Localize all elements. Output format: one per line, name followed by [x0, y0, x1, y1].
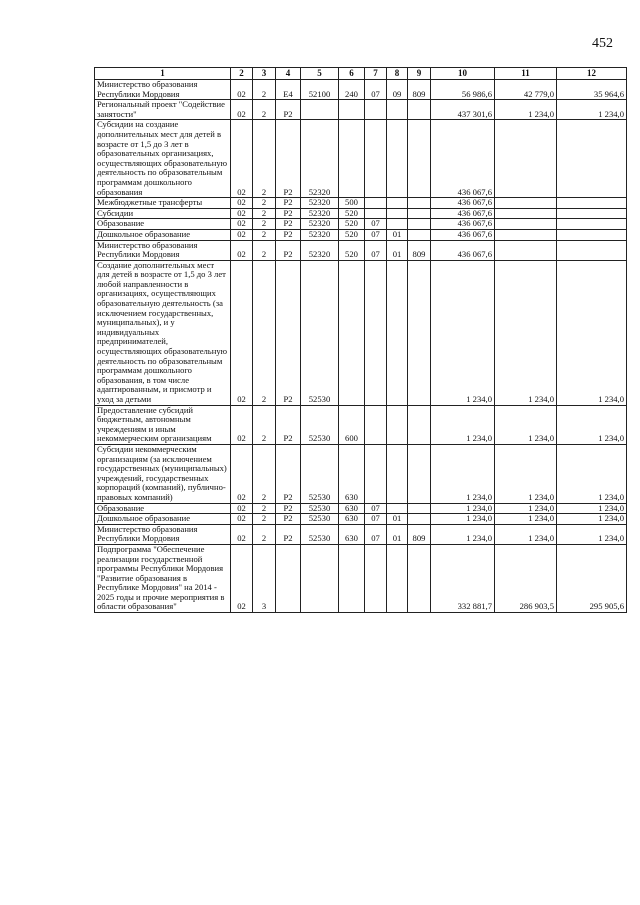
code-cell	[408, 444, 431, 503]
code-cell: 520	[339, 219, 365, 230]
amount-cell: 436 067,6	[431, 208, 495, 219]
code-cell: 07	[365, 240, 387, 260]
amount-cell: 1 234,0	[431, 405, 495, 444]
row-name-cell: Министерство образования Республики Мордовия	[95, 240, 231, 260]
code-cell	[365, 260, 387, 405]
code-cell: 2	[253, 240, 276, 260]
code-cell	[408, 120, 431, 198]
amount-cell: 295 905,6	[557, 544, 627, 612]
code-cell: 02	[231, 514, 253, 525]
code-cell: P2	[276, 524, 301, 544]
code-cell: 2	[253, 405, 276, 444]
row-name-cell: Предоставление субсидий бюджетным, автономным учреждениям и иным некоммерческим организациям	[95, 405, 231, 444]
row-name-cell: Межбюджетные трансферты	[95, 198, 231, 209]
code-cell: 02	[231, 405, 253, 444]
code-cell: P2	[276, 100, 301, 120]
code-cell	[387, 219, 408, 230]
code-cell: E4	[276, 80, 301, 100]
amount-cell: 1 234,0	[495, 514, 557, 525]
table-row	[95, 120, 627, 198]
code-cell: 500	[339, 198, 365, 209]
code-cell: 52320	[301, 229, 339, 240]
row-name-cell: Субсидии на создание дополнительных мест для детей в возрасте от 1,5 до 3 лет в образовательных организациях, осуществляющих образовательную деятельность по образовательным программам дошкольного образования	[95, 120, 231, 198]
code-cell: 01	[387, 514, 408, 525]
code-cell: 02	[231, 503, 253, 514]
code-cell: P2	[276, 503, 301, 514]
amount-cell	[495, 240, 557, 260]
code-cell: 240	[339, 80, 365, 100]
code-cell: 52320	[301, 198, 339, 209]
code-cell: 630	[339, 503, 365, 514]
code-cell: 809	[408, 80, 431, 100]
amount-cell	[495, 198, 557, 209]
code-cell: 52530	[301, 503, 339, 514]
amount-cell: 1 234,0	[431, 260, 495, 405]
row-name-cell: Образование	[95, 503, 231, 514]
code-cell	[387, 208, 408, 219]
row-name-cell: Дошкольное образование	[95, 514, 231, 525]
code-cell: 2	[253, 503, 276, 514]
amount-cell	[557, 208, 627, 219]
column-header: 2	[231, 68, 253, 80]
column-header: 12	[557, 68, 627, 80]
code-cell: 520	[339, 229, 365, 240]
amount-cell: 56 986,6	[431, 80, 495, 100]
amount-cell: 1 234,0	[431, 514, 495, 525]
code-cell: 02	[231, 80, 253, 100]
code-cell: 02	[231, 120, 253, 198]
table-row	[95, 544, 627, 612]
code-cell: 630	[339, 524, 365, 544]
amount-cell: 1 234,0	[431, 503, 495, 514]
code-cell: 52320	[301, 219, 339, 230]
code-cell: P2	[276, 219, 301, 230]
amount-cell: 437 301,6	[431, 100, 495, 120]
code-cell: 02	[231, 100, 253, 120]
code-cell	[365, 208, 387, 219]
code-cell	[408, 405, 431, 444]
amount-cell	[557, 229, 627, 240]
table-row	[95, 100, 627, 120]
code-cell: 52320	[301, 208, 339, 219]
code-cell	[408, 544, 431, 612]
amount-cell: 1 234,0	[557, 405, 627, 444]
column-header: 5	[301, 68, 339, 80]
amount-cell: 436 067,6	[431, 219, 495, 230]
code-cell: 2	[253, 514, 276, 525]
code-cell: 2	[253, 80, 276, 100]
code-cell: 52530	[301, 260, 339, 405]
amount-cell: 1 234,0	[495, 405, 557, 444]
code-cell	[387, 503, 408, 514]
row-name-cell: Дошкольное образование	[95, 229, 231, 240]
column-header: 1	[95, 68, 231, 80]
table-row	[95, 208, 627, 219]
code-cell: 02	[231, 219, 253, 230]
code-cell	[276, 544, 301, 612]
code-cell: 07	[365, 80, 387, 100]
row-name-cell: Подпрограмма "Обеспечение реализации государственной программы Республики Мордовия "Развитие образования в Республике Мордовия" на 2014 - 2025 годы и прочие мероприятия в области образования"	[95, 544, 231, 612]
code-cell	[339, 120, 365, 198]
code-cell	[301, 100, 339, 120]
amount-cell	[495, 219, 557, 230]
code-cell	[339, 260, 365, 405]
code-cell: 52530	[301, 524, 339, 544]
amount-cell: 1 234,0	[495, 100, 557, 120]
table-row	[95, 229, 627, 240]
code-cell	[387, 405, 408, 444]
code-cell: 809	[408, 524, 431, 544]
code-cell: 01	[387, 229, 408, 240]
row-name-cell: Образование	[95, 219, 231, 230]
amount-cell	[557, 219, 627, 230]
page-number: 452	[592, 36, 613, 51]
amount-cell	[557, 240, 627, 260]
column-header: 6	[339, 68, 365, 80]
table-row	[95, 524, 627, 544]
code-cell: P2	[276, 229, 301, 240]
code-cell	[339, 544, 365, 612]
amount-cell: 1 234,0	[557, 100, 627, 120]
code-cell	[387, 444, 408, 503]
code-cell: 3	[253, 544, 276, 612]
code-cell: 520	[339, 240, 365, 260]
code-cell: 630	[339, 444, 365, 503]
column-header: 3	[253, 68, 276, 80]
code-cell	[301, 544, 339, 612]
code-cell: 809	[408, 240, 431, 260]
code-cell: 2	[253, 208, 276, 219]
amount-cell: 436 067,6	[431, 198, 495, 209]
code-cell	[408, 219, 431, 230]
code-cell: P2	[276, 514, 301, 525]
amount-cell	[495, 208, 557, 219]
amount-cell: 1 234,0	[495, 444, 557, 503]
code-cell: 2	[253, 100, 276, 120]
amount-cell: 1 234,0	[495, 503, 557, 514]
code-cell: 2	[253, 219, 276, 230]
code-cell: 07	[365, 524, 387, 544]
amount-cell: 35 964,6	[557, 80, 627, 100]
table-row	[95, 444, 627, 503]
table-row	[95, 405, 627, 444]
code-cell	[387, 544, 408, 612]
code-cell	[339, 100, 365, 120]
row-name-cell: Субсидии	[95, 208, 231, 219]
column-header: 8	[387, 68, 408, 80]
budget-table	[94, 67, 627, 613]
code-cell: P2	[276, 260, 301, 405]
code-cell	[408, 100, 431, 120]
amount-cell: 1 234,0	[557, 503, 627, 514]
table-row	[95, 219, 627, 230]
code-cell	[408, 198, 431, 209]
code-cell	[365, 120, 387, 198]
row-name-cell: Министерство образования Республики Мордовия	[95, 524, 231, 544]
code-cell: 2	[253, 229, 276, 240]
code-cell	[387, 120, 408, 198]
code-cell: 02	[231, 208, 253, 219]
table-body	[95, 80, 627, 613]
code-cell: 2	[253, 524, 276, 544]
row-name-cell: Субсидии некоммерческим организациям (за исключением государственных (муниципальных) учреждений, государственных корпораций (компаний), публично-правовых компаний)	[95, 444, 231, 503]
amount-cell: 1 234,0	[431, 524, 495, 544]
amount-cell: 1 234,0	[557, 260, 627, 405]
code-cell: 02	[231, 544, 253, 612]
code-cell: 2	[253, 120, 276, 198]
code-cell	[408, 260, 431, 405]
code-cell: P2	[276, 444, 301, 503]
code-cell: 01	[387, 524, 408, 544]
code-cell	[408, 503, 431, 514]
table-row	[95, 80, 627, 100]
amount-cell: 1 234,0	[557, 524, 627, 544]
code-cell: 2	[253, 198, 276, 209]
code-cell: 630	[339, 514, 365, 525]
code-cell: 52100	[301, 80, 339, 100]
code-cell: 52320	[301, 240, 339, 260]
amount-cell: 1 234,0	[557, 514, 627, 525]
column-header: 10	[431, 68, 495, 80]
amount-cell: 436 067,6	[431, 240, 495, 260]
code-cell: 02	[231, 229, 253, 240]
code-cell: 07	[365, 503, 387, 514]
row-name-cell: Министерство образования Республики Мордовия	[95, 80, 231, 100]
code-cell	[408, 514, 431, 525]
code-cell	[387, 198, 408, 209]
code-cell: 09	[387, 80, 408, 100]
code-cell: 02	[231, 260, 253, 405]
code-cell: 2	[253, 444, 276, 503]
table-row	[95, 198, 627, 209]
amount-cell: 1 234,0	[495, 260, 557, 405]
code-cell: 52530	[301, 514, 339, 525]
amount-cell: 286 903,5	[495, 544, 557, 612]
header-row	[95, 68, 627, 80]
column-header: 4	[276, 68, 301, 80]
code-cell: P2	[276, 240, 301, 260]
amount-cell: 436 067,6	[431, 120, 495, 198]
code-cell	[387, 100, 408, 120]
column-header: 9	[408, 68, 431, 80]
code-cell: 01	[387, 240, 408, 260]
amount-cell	[495, 120, 557, 198]
code-cell: 07	[365, 514, 387, 525]
table-row	[95, 503, 627, 514]
table-row	[95, 514, 627, 525]
code-cell: 02	[231, 198, 253, 209]
row-name-cell: Создание дополнительных мест для детей в возрасте от 1,5 до 3 лет любой направленности в организациях, осуществляющих образовательную деятельность (за исключением государственных, муниципальных), и у индивидуальных предпринимателей, осуществляющих образовательную деятельность по образовательным программам дошкольного образования, в том числе адаптированным, и присмотр и уход за детьми	[95, 260, 231, 405]
code-cell	[387, 260, 408, 405]
table-row	[95, 240, 627, 260]
code-cell: P2	[276, 120, 301, 198]
amount-cell	[557, 120, 627, 198]
amount-cell	[557, 198, 627, 209]
amount-cell	[495, 229, 557, 240]
amount-cell: 436 067,6	[431, 229, 495, 240]
code-cell: 520	[339, 208, 365, 219]
code-cell	[365, 544, 387, 612]
code-cell	[365, 100, 387, 120]
code-cell	[408, 229, 431, 240]
code-cell: 52530	[301, 405, 339, 444]
code-cell	[408, 208, 431, 219]
code-cell: 600	[339, 405, 365, 444]
column-header: 11	[495, 68, 557, 80]
code-cell: P2	[276, 198, 301, 209]
code-cell: 52320	[301, 120, 339, 198]
code-cell: P2	[276, 405, 301, 444]
code-cell: 02	[231, 524, 253, 544]
code-cell: 07	[365, 219, 387, 230]
amount-cell: 42 779,0	[495, 80, 557, 100]
amount-cell: 332 881,7	[431, 544, 495, 612]
column-header: 7	[365, 68, 387, 80]
code-cell	[365, 198, 387, 209]
row-name-cell: Региональный проект "Содействие занятости"	[95, 100, 231, 120]
code-cell: 52530	[301, 444, 339, 503]
amount-cell: 1 234,0	[431, 444, 495, 503]
code-cell	[365, 444, 387, 503]
amount-cell: 1 234,0	[557, 444, 627, 503]
code-cell: 02	[231, 444, 253, 503]
code-cell: 2	[253, 260, 276, 405]
amount-cell: 1 234,0	[495, 524, 557, 544]
table-row	[95, 260, 627, 405]
code-cell: P2	[276, 208, 301, 219]
code-cell: 07	[365, 229, 387, 240]
code-cell	[365, 405, 387, 444]
code-cell: 02	[231, 240, 253, 260]
